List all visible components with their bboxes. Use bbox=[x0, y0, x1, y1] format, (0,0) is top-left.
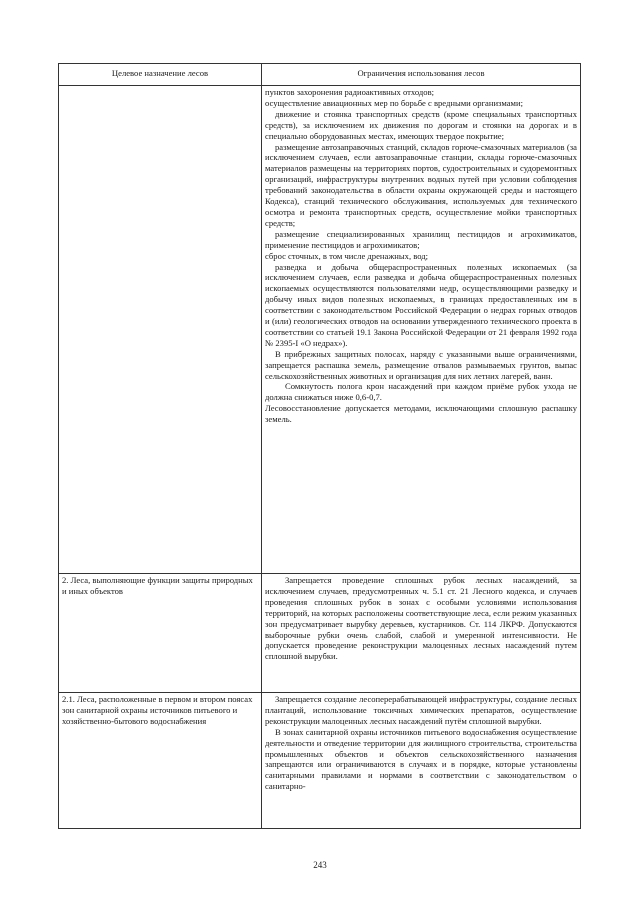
paragraph: движение и стоянка транспортных средств (кроме специальных транспортных средств), за исключением их движения по дорогам и стоянки на дорогах и в специально оборудованных местах, имеющих твердое покрытие; bbox=[265, 108, 577, 141]
purpose-cell bbox=[59, 86, 262, 574]
header-purpose: Целевое назначение лесов bbox=[59, 64, 262, 86]
paragraph: размещение автозаправочных станций, складов горюче-смазочных материалов (за исключением случаев, если автозаправочные станции, склады горюче-смазочных материалов размещены на территориях портов, судостроительных и судоремонтных организаций, инфраструктуры внутренних водных путей при условии соблюдения требований законодательства в области охраны окружающей среды и настоящего Кодекса), станций технического обслуживания, используемых для технического осмотра и ремонта транспортных средств, осуществление мойки транспортных средств; bbox=[265, 141, 577, 228]
header-restrictions: Ограничения использования лесов bbox=[262, 64, 581, 86]
purpose-cell bbox=[59, 574, 262, 693]
paragraph: пунктов захоронения радиоактивных отходов; bbox=[265, 87, 435, 97]
purpose-text: 2. Леса, выполняющие функции защиты природных и иных объектов bbox=[62, 575, 253, 596]
paragraph: В зонах санитарной охраны источников питьевого водоснабжения осуществление деятельности и отведение территории для жилищного строительства, строительства промышленных объектов и объектов сельскохозяйственного назначения запрещаются или ограничиваются в случаях и в порядке, которые установлены санитарными правилами и нормами в соответствии с законодательством о санитарно- bbox=[265, 726, 577, 792]
table-row bbox=[59, 693, 581, 829]
table-row bbox=[59, 86, 581, 574]
paragraph: осуществление авиационных мер по борьбе с вредными организмами; bbox=[265, 97, 523, 108]
paragraph: Сомкнутость полога крон насаждений при каждом приёме рубок ухода не должна снижаться ниже 0,6-0,7. bbox=[265, 381, 577, 403]
forest-restrictions-table bbox=[58, 63, 581, 829]
paragraph: размещение специализированных хранилищ пестицидов и агрохимикатов, применение пестицидов и агрохимикатов; bbox=[265, 228, 577, 250]
page-number: 243 bbox=[313, 860, 327, 870]
restrictions-text bbox=[265, 694, 577, 792]
restrictions-text bbox=[265, 575, 577, 662]
paragraph: Запрещается создание лесоперерабатывающей инфраструктуры, создание лесных плантаций, использование токсичных химических препаратов, осуществление реконструкции малоценных лесных насаждений путём сплошной вырубки. bbox=[265, 694, 577, 726]
restrictions-cell bbox=[262, 574, 581, 693]
paragraph: разведка и добыча общераспространенных полезных ископаемых (за исключением случаев, если разведка и добыча общераспространенных полезных ископаемых осуществляются пользователями недр, осуществляющими разведку и добычу иных видов полезных ископаемых, в границах предоставленных им в соответствии с законодательством Российской Федерации о недрах горных отводов и (или) геологических отводов на основании утвержденного технического проекта в соответствии со статьей 19.1 Закона Российской Федерации от 21 февраля 1992 года № 2395-I «О недрах»). bbox=[265, 261, 577, 348]
restrictions-cell bbox=[262, 693, 581, 829]
paragraph: В прибрежных защитных полосах, наряду с указанными выше ограничениями, запрещается распашка земель, размещение отвалов размываемых грунтов, выпас сельскохозяйственных животных и организация для них летних лагерей, ванн. bbox=[265, 348, 577, 381]
restrictions-cell bbox=[262, 86, 581, 574]
table-row bbox=[59, 574, 581, 693]
table-header-row bbox=[59, 64, 581, 86]
purpose-text: 2.1. Леса, расположенные в первом и втором поясах зон санитарной охраны источников питьевого и хозяйственно-бытового водоснабжения bbox=[62, 694, 253, 726]
paragraph: Лесовосстановление допускается методами, исключающими сплошную распашку земель. bbox=[265, 403, 577, 425]
restrictions-text bbox=[265, 87, 577, 425]
paragraph: сброс сточных, в том числе дренажных, вод; bbox=[265, 250, 429, 261]
paragraph: Запрещается проведение сплошных рубок лесных насаждений, за исключением случаев, предусмотренных ч. 5.1 ст. 21 Лесного кодекса, и случаев проведения сплошных рубок в зонах с особыми условиями использования территорий, на которых расположены соответствующие леса, если режим указанных зон предусматривает вырубку деревьев, кустарников. Ст. 114 ЛКРФ. Допускаются выборочные рубки очень слабой, слабой и умеренной интенсивности. Не допускается проведение реконструкции малоценных лесных насаждений путем сплошной вырубки. bbox=[265, 575, 577, 662]
purpose-cell bbox=[59, 693, 262, 829]
